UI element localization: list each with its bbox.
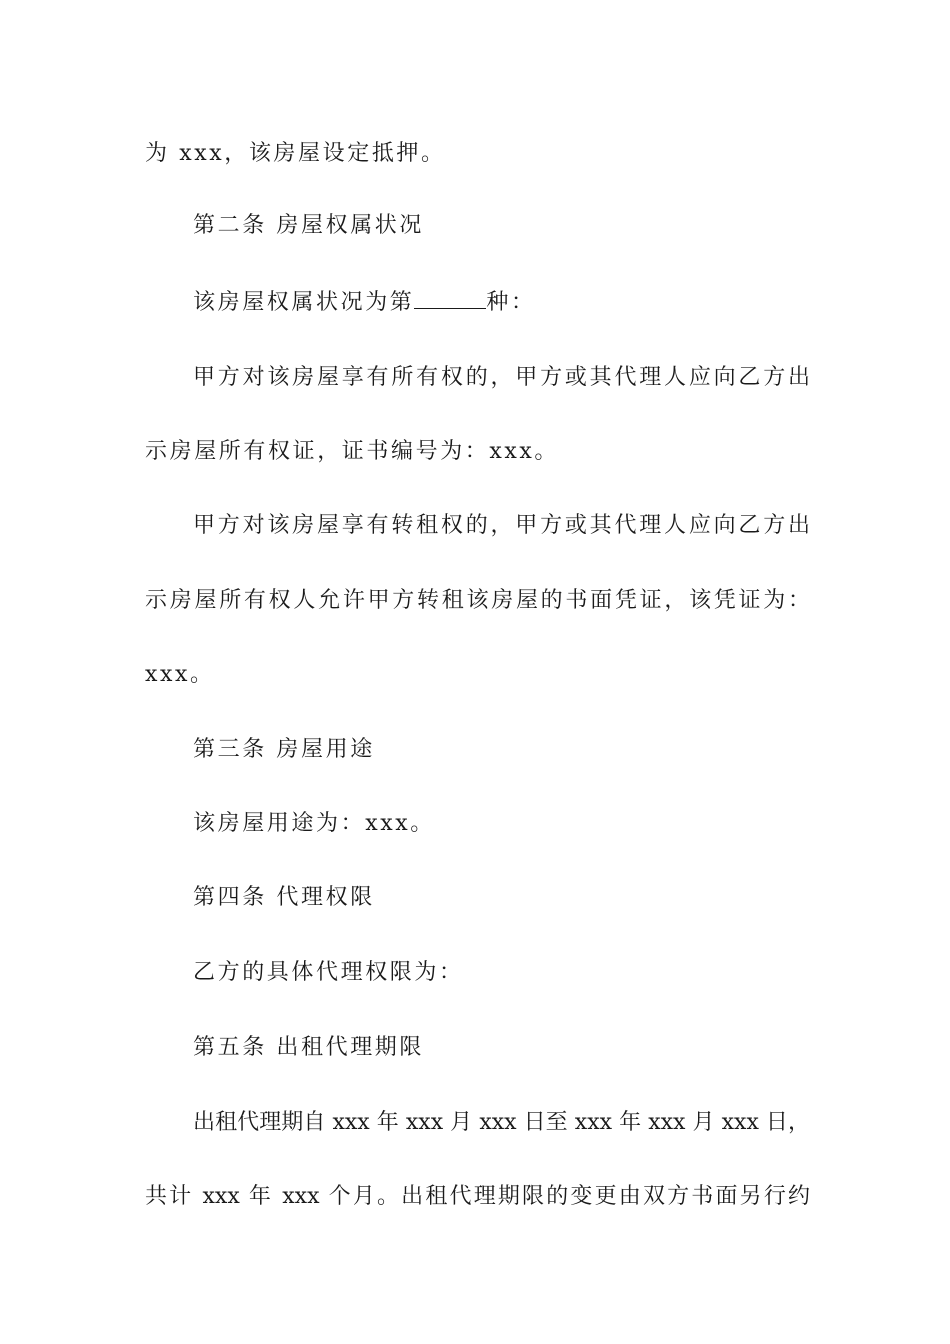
ownership-status-prefix: 该房屋权属状况为第 <box>193 290 415 315</box>
text-line: 甲方对该房屋享有转租权的，甲方或其代理人应向乙方出 <box>193 513 810 538</box>
text-line: 乙方的具体代理权限为： <box>193 960 464 985</box>
article-5-heading: 第五条 出租代理期限 <box>193 1035 424 1060</box>
article-4-heading: 第四条 代理权限 <box>193 885 375 910</box>
ownership-status-suffix: 种： <box>486 290 536 315</box>
text-line: xxx。 <box>145 662 215 687</box>
ownership-status-line <box>193 283 858 323</box>
fill-in-blank <box>414 288 486 309</box>
text-line: 共计 xxx 年 xxx 个月。出租代理期限的变更由双方书面另行约 <box>145 1184 810 1209</box>
text-line: 示房屋所有权人允许甲方转租该房屋的书面凭证，该凭证为： <box>145 588 810 613</box>
text-line: 为 xxx，该房屋设定抵押。 <box>145 141 446 166</box>
text-line: 出租代理期自 xxx 年 xxx 月 xxx 日至 xxx 年 xxx 月 xxx 日， <box>193 1110 810 1135</box>
article-3-heading: 第三条 房屋用途 <box>193 737 375 762</box>
article-2-heading: 第二条 房屋权属状况 <box>193 213 424 238</box>
text-line: 该房屋用途为：xxx。 <box>193 811 435 836</box>
text-line: 示房屋所有权证，证书编号为：xxx。 <box>145 439 560 464</box>
text-line: 甲方对该房屋享有所有权的，甲方或其代理人应向乙方出 <box>193 365 810 390</box>
